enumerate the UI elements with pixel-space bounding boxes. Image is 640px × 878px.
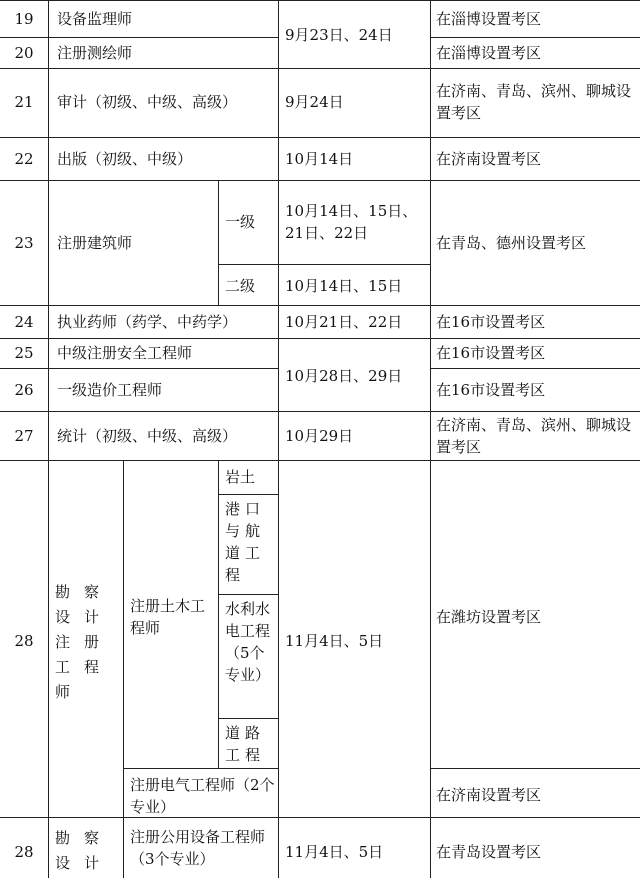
exam-name: 注册土木工程师: [130, 597, 206, 637]
table-rule: [218, 594, 278, 595]
table-rule: [0, 180, 640, 181]
exam-date: 9月24日: [285, 93, 344, 111]
table-rule: [0, 368, 278, 369]
exam-name: 一级造价工程师: [57, 381, 163, 399]
exam-location: 在淄博设置考区: [436, 10, 542, 28]
table-rule: [430, 768, 640, 769]
exam-date: 10月14日、15日: [285, 277, 403, 295]
row-number: 25: [14, 344, 34, 362]
exam-name: 注册公用设备工程师（3个专业）: [130, 828, 266, 868]
exam-name: 注册电气工程师（2个专业）: [130, 776, 275, 816]
exam-location: 在16市设置考区: [436, 381, 546, 399]
table-rule: [430, 368, 640, 369]
exam-location: 在淄博设置考区: [436, 44, 542, 62]
exam-date: 10月21日、22日: [285, 313, 403, 331]
row-number: 26: [14, 381, 34, 399]
table-rule: [0, 305, 640, 306]
exam-location: 在青岛、德州设置考区: [436, 234, 587, 252]
row-number: 27: [14, 427, 34, 445]
exam-location: 在济南设置考区: [436, 786, 542, 804]
table-rule: [123, 768, 278, 769]
table-rule: [0, 137, 640, 138]
row-number: 20: [14, 44, 34, 62]
table-rule: [430, 37, 640, 38]
row-number: 28: [14, 843, 34, 861]
table-rule: [218, 264, 430, 265]
exam-date: 11月4日、5日: [285, 632, 384, 650]
table-rule: [48, 0, 49, 878]
row-number: 21: [14, 93, 34, 111]
row-number: 23: [14, 234, 34, 252]
exam-level: 一级: [225, 213, 256, 231]
exam-name: 出版（初级、中级）: [57, 150, 193, 168]
exam-date: 11月4日、5日: [285, 843, 384, 861]
exam-major: 道路工程: [225, 724, 266, 764]
table-rule: [0, 68, 640, 69]
table-rule: [123, 460, 124, 878]
table-rule: [0, 338, 640, 339]
table-rule: [0, 460, 640, 461]
table-rule: [218, 460, 219, 768]
exam-location: 在16市设置考区: [436, 344, 546, 362]
exam-location: 在青岛设置考区: [436, 843, 542, 861]
exam-location: 在潍坊设置考区: [436, 608, 542, 626]
exam-location: 在16市设置考区: [436, 313, 546, 331]
exam-date: 10月14日、15日、21日、22日: [285, 202, 418, 242]
table-rule: [430, 0, 431, 878]
table-rule: [0, 411, 640, 412]
table-rule: [0, 37, 278, 38]
table-rule: [0, 0, 640, 1]
exam-name: 统计（初级、中级、高级）: [57, 427, 238, 445]
exam-major: 港口与航道工程: [225, 500, 266, 584]
exam-date: 10月28日、29日: [285, 367, 403, 385]
exam-major: 岩土: [225, 468, 256, 486]
exam-location: 在济南设置考区: [436, 150, 542, 168]
exam-name: 中级注册安全工程师: [57, 344, 193, 362]
exam-location: 在济南、青岛、滨州、聊城设置考区: [436, 82, 632, 122]
exam-category: 勘察设计: [55, 829, 114, 872]
row-number: 22: [14, 150, 34, 168]
exam-location: 在济南、青岛、滨州、聊城设置考区: [436, 416, 632, 456]
exam-name: 注册测绘师: [57, 44, 133, 62]
exam-name: 审计（初级、中级、高级）: [57, 93, 238, 111]
table-rule: [278, 0, 279, 878]
exam-level: 二级: [225, 277, 256, 295]
row-number: 24: [14, 313, 34, 331]
table-rule: [218, 494, 278, 495]
exam-name: 注册建筑师: [57, 234, 133, 252]
row-number: 19: [14, 10, 34, 28]
exam-category: 勘察设计注册工程师: [55, 583, 114, 701]
exam-date: 10月29日: [285, 427, 354, 445]
exam-name: 执业药师（药学、中药学）: [57, 313, 238, 331]
table-rule: [218, 180, 219, 305]
table-rule: [0, 817, 640, 818]
exam-major: 水利水电工程（5个专业）: [225, 600, 271, 684]
exam-date: 10月14日: [285, 150, 354, 168]
exam-date: 9月23日、24日: [285, 26, 393, 44]
row-number: 28: [14, 632, 34, 650]
exam-name: 设备监理师: [57, 10, 133, 28]
table-rule: [218, 718, 278, 719]
